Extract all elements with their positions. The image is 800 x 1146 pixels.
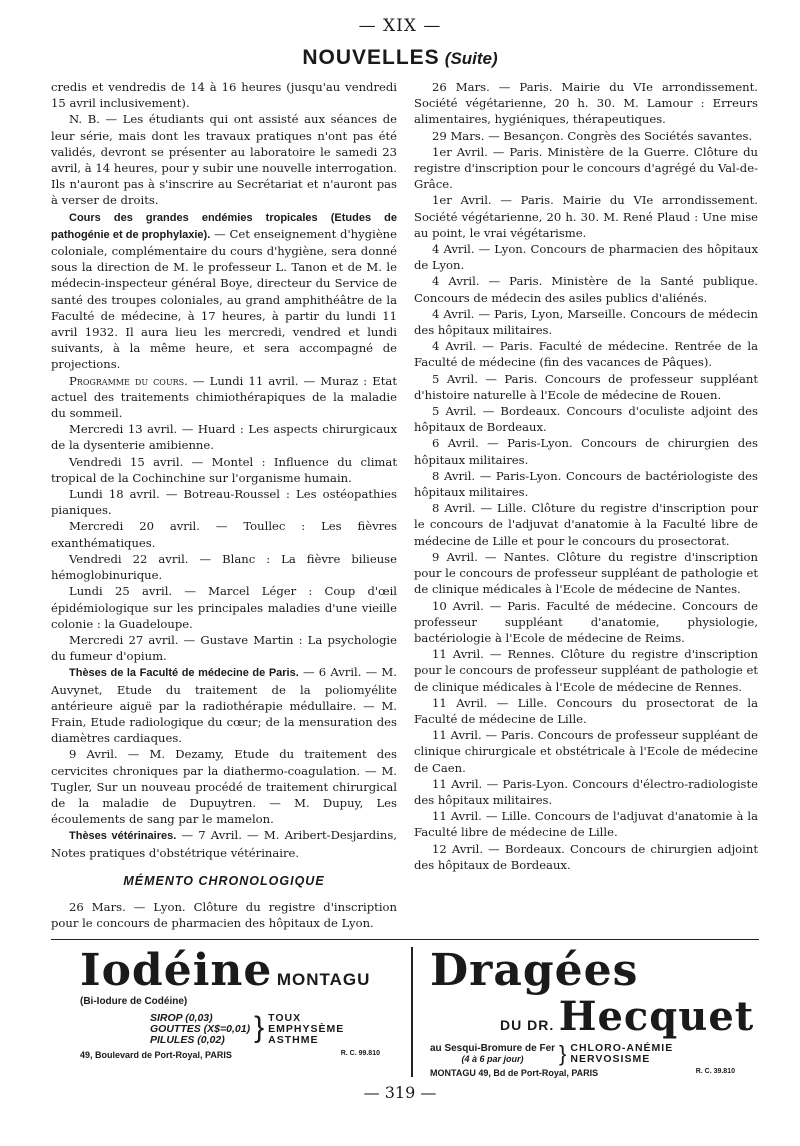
memento-entry: 8 Avril. — Paris-Lyon. Concours de bactériologiste des hôpitaux militaires. xyxy=(414,468,758,500)
ad-use: TOUX xyxy=(268,1012,302,1024)
memento-heading: MÉMENTO CHRONOLOGIQUE xyxy=(123,873,325,888)
memento-entry: 4 Avril. — Paris. Faculté de médecine. Rentrée de la Faculté de médecine (fin des vacances de Pâques). xyxy=(414,339,758,370)
memento-entry: 12 Avril. — Bordeaux. Concours de chirurgien adjoint des hôpitaux de Bordeaux. xyxy=(414,841,758,872)
ad-use: ASTHME xyxy=(268,1034,319,1046)
roman-page-number: — XIX — xyxy=(358,16,442,36)
heading-veterinaires: Thèses vétérinaires. xyxy=(69,830,177,843)
title-suite: (Suite) xyxy=(444,49,498,68)
ad-rc: R. C. 39.810 xyxy=(695,1068,735,1075)
paragraph xyxy=(51,827,397,860)
memento-entry: 29 Mars. — Besançon. Congrès des Sociétés savantes. xyxy=(432,128,753,143)
paragraph xyxy=(51,373,397,422)
ad-vertical-divider xyxy=(411,947,413,1077)
paragraph xyxy=(51,209,397,373)
memento-entry: 10 Avril. — Paris. Faculté de médecine. Concours de professeur suppléant d'anatomie, physiologie, bactériologie à l'Ecole de médecine de Reims. xyxy=(414,598,758,645)
memento-entry: 4 Avril. — Paris, Lyon, Marseille. Concours de médecin des hôpitaux militaires. xyxy=(414,306,758,338)
memento-entry: 11 Avril. — Rennes. Clôture du registre d'inscription pour le concours de professeur suppléant de pathologie et de clinique médicales à l'Ecole de médecine de Rennes. xyxy=(414,647,758,694)
advertisement-dragees xyxy=(430,945,760,1078)
ad-brand-iodeine: Iodéine xyxy=(80,945,273,996)
memento-entry: 4 Avril. — Paris. Ministère de la Santé publique. Concours de médecin des asiles publics d'aliénés. xyxy=(414,274,758,305)
ad-address: MONTAGU 49, Bd de Port-Royal, PARIS xyxy=(430,1068,599,1078)
memento-entry: 5 Avril. — Bordeaux. Concours d'oculiste adjoint des hôpitaux de Bordeaux. xyxy=(414,404,758,435)
memento-entry: 26 Mars. — Paris. Mairie du VIe arrondissement. Société végétarienne, 20 h. 30. M. Lamour : Erreurs alimentaires, hygiéniques, thérapeutiques. xyxy=(414,80,758,127)
ad-use: NERVOSISME xyxy=(570,1053,651,1065)
course-entry: Vendredi 15 avril. — Montel : Influence du climat tropical de la Cochinchine sur l'organisme humain. xyxy=(51,454,397,485)
memento-entry: 8 Avril. — Lille. Clôture du registre d'inscription pour le concours de l'adjuvat d'anatomie à la Faculté libre de médecine de Lille et pour le concours du prosectorat. xyxy=(414,501,758,548)
course-entry: Lundi 18 avril. — Botreau-Roussel : Les ostéopathies pianiques. xyxy=(51,487,397,518)
course-entry: Mercredi 13 avril. — Huard : Les aspects chirurgicaux de la dysenterie amibienne. xyxy=(51,422,397,453)
ad-line: au Sesqui-Bromure de Fer xyxy=(430,1043,556,1054)
paragraph: 9 Avril. — M. Dezamy, Etude du traitement des cervicites chroniques par la diathermo-coagulation. — M. Tugler, Sur un nouveau procédé de traitement chirurgical de la maladie de Dupuytren. — M. Dupuy, Les écoulements de sang par le mamelon. xyxy=(51,747,397,827)
memento-entry: 5 Avril. — Paris. Concours de professeur suppléant d'histoire naturelle à l'Ecole de médecine de Rouen. xyxy=(414,371,758,402)
ad-du-dr: DU DR. xyxy=(500,1017,555,1033)
memento-entry: 11 Avril. — Paris. Concours de professeur suppléant de clinique chirurgicale et obstétricale à l'Ecole de médecine de Caen. xyxy=(414,728,758,775)
paragraph-body: — 7 Avril. — M. Aribert-Desjardins, Notes pratiques d'obstétrique vétérinaire. xyxy=(51,828,397,860)
ad-separator-rule xyxy=(51,939,759,940)
paragraph-body: — 6 Avril. — M. Auvynet, Etude du traitement de la poliomyélite antérieure aiguë par la radiothérapie médullaire. — M. Frain, Etude radiologique du cœur; de la mensuration des diamètres cardiaques. xyxy=(51,665,397,746)
ad-address: 49, Boulevard de Port-Royal, PARIS xyxy=(80,1050,232,1060)
brace-icon: } xyxy=(254,1011,265,1044)
title-main: NOUVELLES xyxy=(302,46,440,69)
heading-programme: Programme du cours. xyxy=(69,373,188,388)
memento-entry: 4 Avril. — Lyon. Concours de pharmacien des hôpitaux de Lyon. xyxy=(414,242,758,273)
ad-brand-dragees: Dragées xyxy=(430,945,639,996)
paragraph: N. B. — Les étudiants qui ont assisté aux séances de leur série, mais dont les travaux pratiques n'ont pas été validés, devront se présenter au laboratoire le samedi 23 avril, à 14 heures, pour y subir une nouvelle interrogation. Ils n'auront pas à s'inscrire au Secrétariat et n'auront pas à verser de droits. xyxy=(51,112,397,208)
memento-entry: 11 Avril. — Lille. Concours de l'adjuvat d'anatomie à la Faculté libre de médecine de Lille. xyxy=(414,809,758,840)
paragraph-body: — Cet enseignement d'hygiène coloniale, complémentaire du cours d'hygiène, sera donné sous la direction de M. le professeur L. Tanon et de M. le médecin-inspecteur général Boye, directeur du Service de santé des troupes coloniales, au grand amphithéâtre de la Faculté de médecine, à 17 heures, à partir du lundi 11 avril 1932. Il aura lieu les mercredi, vendred et lundi suivants, à la même heure, et sera accompagné de projections. xyxy=(51,226,398,372)
memento-entry: 11 Avril. — Lille. Concours du prosectorat de la Faculté de médecine de Lille. xyxy=(414,695,758,726)
ad-use: EMPHYSÈME xyxy=(268,1023,345,1035)
heading-tropical: Cours des grandes endémies tropicales (Etudes de pathogénie et de prophylaxie). xyxy=(51,211,397,241)
page-number: — 319 — xyxy=(363,1083,437,1102)
ad-name-hecquet: Hecquet xyxy=(558,993,755,1040)
left-column xyxy=(51,79,397,931)
heading-theses: Thèses de la Faculté de médecine de Paris. xyxy=(69,667,299,680)
ad-maker: MONTAGU xyxy=(276,970,371,989)
ad-subtitle: (Bi-Iodure de Codéine) xyxy=(80,996,188,1007)
memento-entry: 6 Avril. — Paris-Lyon. Concours de chirurgien des hôpitaux militaires. xyxy=(414,436,758,467)
course-entry: Mercredi 27 avril. — Gustave Martin : La psychologie du fumeur d'opium. xyxy=(51,632,397,664)
course-entry: Lundi 25 avril. — Marcel Léger : Coup d'œil épidémiologique sur les principales maladies d'une vieille colonie : la Guadeloupe. xyxy=(51,584,397,631)
section-title xyxy=(0,46,800,70)
memento-entry: 26 Mars. — Lyon. Clôture du registre d'inscription pour le concours de pharmacien des hôpitaux de Lyon. xyxy=(51,899,397,931)
paragraph: credis et vendredis de 14 à 16 heures (jusqu'au vendredi 15 avril inclusivement). xyxy=(51,80,397,111)
ad-form: PILULES (0,02) xyxy=(150,1034,225,1046)
course-entry: Mercredi 20 avril. — Toullec : Les fièvres exanthématiques. xyxy=(51,519,397,550)
course-entry: Vendredi 22 avril. — Blanc : La fièvre bilieuse hémoglobinurique. xyxy=(51,551,397,583)
memento-entry: 1er Avril. — Paris. Ministère de la Guerre. Clôture du registre d'inscription pour le concours d'agrégé du Val-de-Grâce. xyxy=(414,144,758,192)
ad-form: SIROP (0,03) xyxy=(150,1012,213,1024)
memento-entry: 9 Avril. — Nantes. Clôture du registre d'inscription pour le concours de professeur suppléant de pathologie et de clinique médicales à l'Ecole de médecine de Nantes. xyxy=(414,549,758,597)
advertisement-iodeine xyxy=(80,945,400,1078)
ad-line: (4 à 6 par jour) xyxy=(461,1054,524,1064)
ad-form: GOUTTES (X$=0,01) xyxy=(150,1023,251,1035)
paragraph-body: — Lundi 11 avril. — Muraz : Etat actuel des traitements chimiothérapiques de la maladie du sommeil. xyxy=(51,373,397,421)
memento-entry: 1er Avril. — Paris. Mairie du VIe arrondissement. Société végétarienne, 20 h. 30. M. René Plaud : Une mise au point, le vrai végétarisme. xyxy=(414,193,758,240)
memento-entry: 11 Avril. — Paris-Lyon. Concours d'électro-radiologiste des hôpitaux militaires. xyxy=(414,776,758,807)
ad-use: CHLORO-ANÉMIE xyxy=(570,1042,674,1054)
brace-icon: } xyxy=(559,1041,567,1066)
ad-rc: R. C. 99.810 xyxy=(340,1050,380,1057)
right-column xyxy=(414,79,758,873)
paragraph xyxy=(51,664,397,746)
